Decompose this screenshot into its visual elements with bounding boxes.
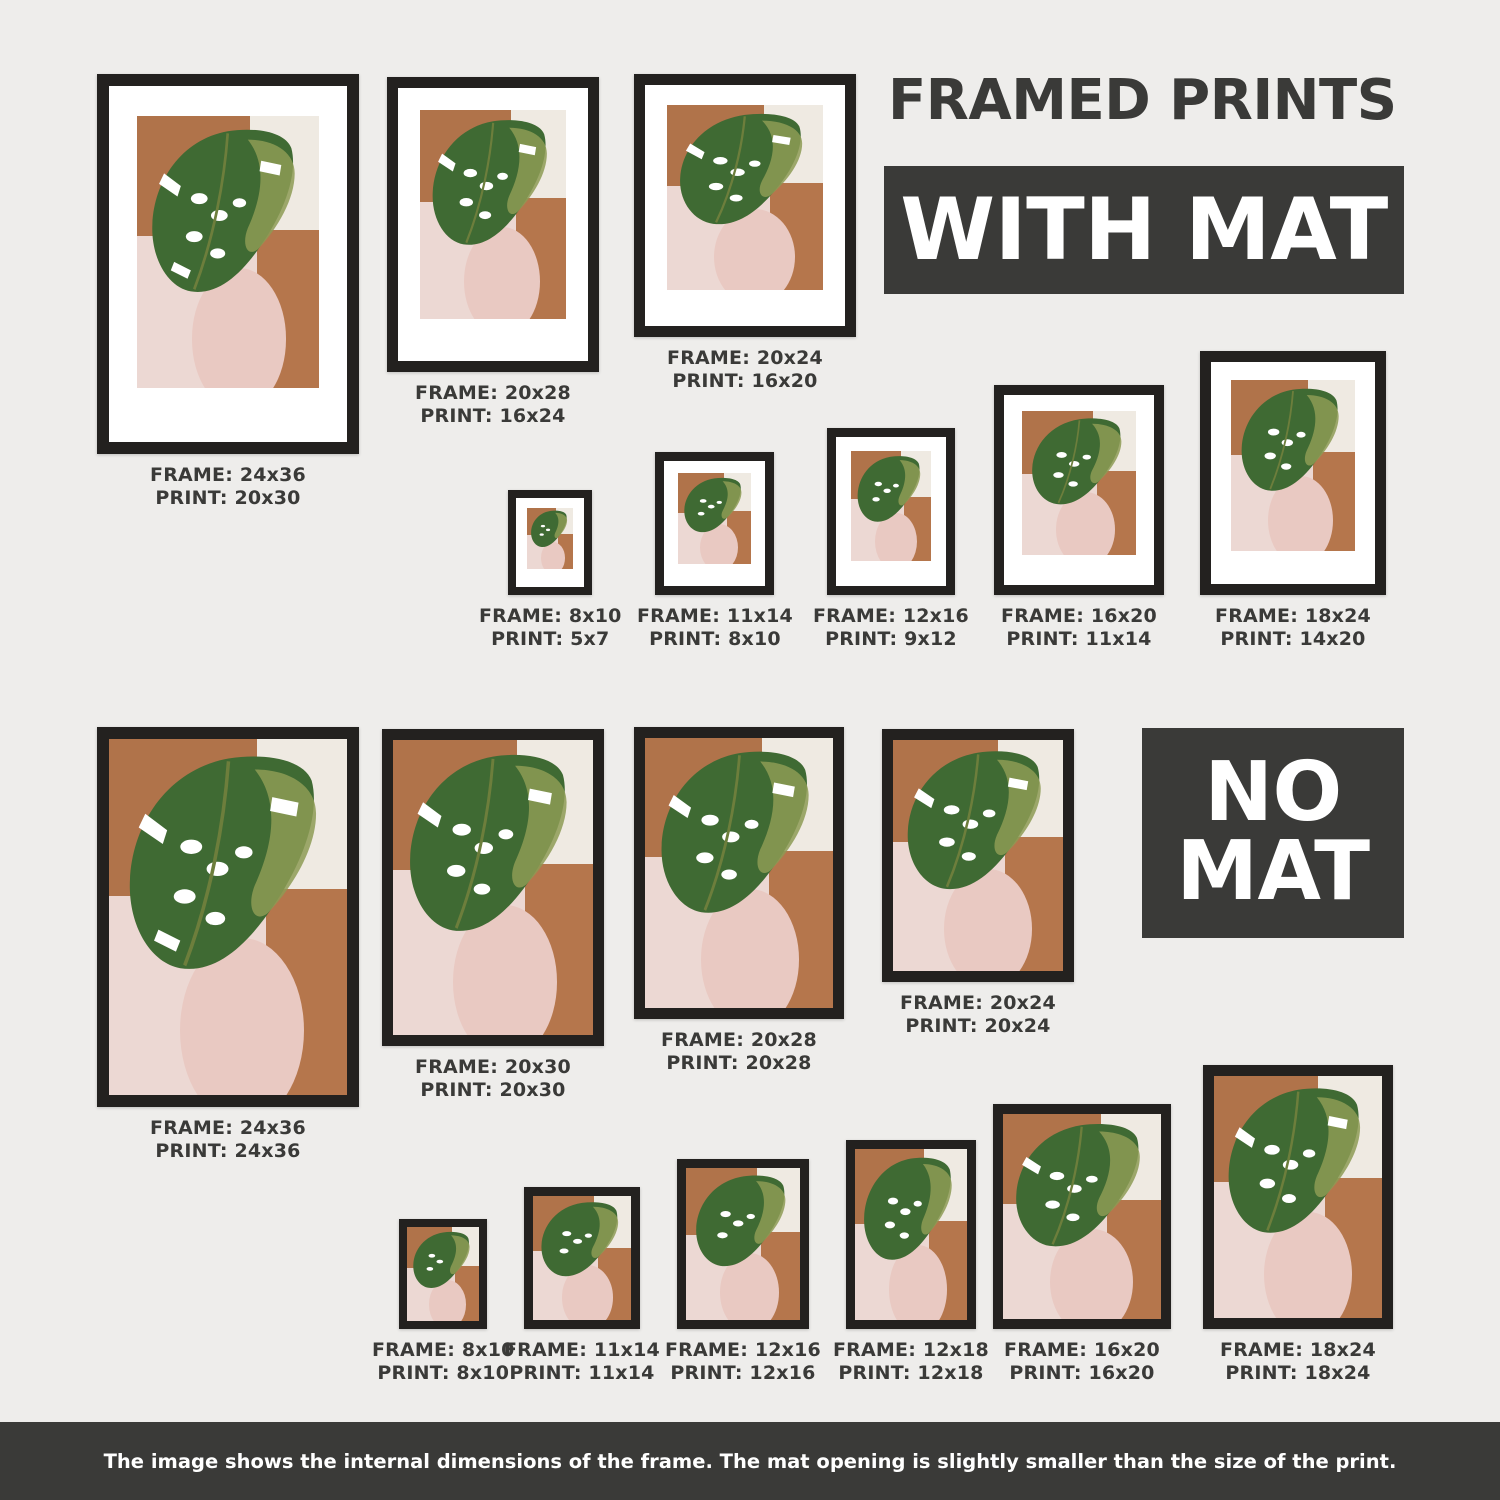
monstera-leaf-icon (653, 749, 826, 916)
footer-note: The image shows the internal dimensions of the frame. The mat opening is slightly smaller than the size of the print. (0, 1422, 1500, 1500)
frame-item-no-mat-2[interactable] (634, 727, 844, 1075)
frame-item-with-mat-5[interactable] (813, 428, 969, 651)
print-size-label: PRINT: 8x10 (377, 1362, 510, 1385)
heading-framed-prints: FRAMED PRINTS (888, 68, 1397, 133)
monstera-leaf-icon (1221, 1086, 1376, 1236)
frame-caption (833, 1339, 989, 1385)
print-size-label: PRINT: 9x12 (825, 628, 957, 651)
frame-item-with-mat-1[interactable] (387, 77, 599, 428)
print-size-label: PRINT: 18x24 (1225, 1362, 1371, 1385)
print-size-label: PRINT: 16x24 (420, 405, 566, 428)
print-size-label: PRINT: 20x28 (666, 1052, 812, 1075)
print-size-label: PRINT: 8x10 (649, 628, 781, 651)
artwork (137, 116, 319, 388)
print-size-label: PRINT: 16x20 (672, 370, 818, 393)
artwork (1231, 380, 1355, 551)
frame-caption (900, 992, 1056, 1038)
mat-board (836, 437, 946, 586)
frame-item-no-mat-7[interactable] (833, 1140, 989, 1385)
monstera-leaf-icon (144, 127, 311, 296)
frame-border (1200, 351, 1386, 595)
frame-size-label: FRAME: 12x16 (813, 605, 969, 627)
frame-caption (665, 1339, 821, 1385)
frame-size-label: FRAME: 20x30 (415, 1056, 571, 1078)
frame-item-with-mat-7[interactable] (1200, 351, 1386, 651)
frame-caption (415, 382, 571, 428)
artwork (1022, 411, 1136, 555)
frame-item-no-mat-3[interactable] (882, 729, 1074, 1038)
frame-caption (637, 605, 793, 651)
frame-caption (1215, 605, 1371, 651)
frame-caption (372, 1339, 515, 1385)
frame-border (399, 1219, 487, 1329)
print-size-label: PRINT: 14x20 (1220, 628, 1366, 651)
artwork (407, 1227, 479, 1321)
frame-caption (415, 1056, 571, 1102)
frame-border (524, 1187, 640, 1329)
monstera-leaf-icon (681, 477, 748, 533)
monstera-leaf-icon (537, 1201, 627, 1278)
mat-board (109, 86, 347, 442)
artwork (109, 739, 347, 1095)
frame-caption (667, 347, 823, 393)
artwork (686, 1168, 800, 1320)
frame-item-no-mat-4[interactable] (372, 1219, 515, 1385)
artwork (1214, 1076, 1382, 1318)
artwork (1003, 1114, 1161, 1319)
artwork (851, 451, 931, 561)
monstera-leaf-icon (1027, 417, 1132, 506)
frame-item-no-mat-0[interactable] (97, 727, 359, 1163)
monstera-leaf-icon (529, 510, 571, 548)
monstera-leaf-icon (854, 455, 928, 523)
mat-board (398, 88, 588, 361)
frame-caption (150, 1117, 306, 1163)
mat-board (664, 461, 765, 586)
frame-size-label: FRAME: 16x20 (1001, 605, 1157, 627)
frame-caption (150, 464, 306, 510)
print-size-label: PRINT: 12x18 (838, 1362, 984, 1385)
artwork (855, 1149, 967, 1320)
frame-item-no-mat-8[interactable] (993, 1104, 1171, 1385)
print-size-label: PRINT: 20x30 (420, 1079, 566, 1102)
monstera-leaf-icon (673, 112, 817, 227)
monstera-leaf-icon (859, 1156, 962, 1262)
frame-size-label: FRAME: 12x16 (665, 1339, 821, 1361)
frame-size-label: FRAME: 12x18 (833, 1339, 989, 1361)
print-size-label: PRINT: 24x36 (155, 1140, 301, 1163)
heading-no-mat-line1: NO (1204, 745, 1342, 841)
artwork (667, 105, 823, 290)
print-size-label: PRINT: 12x16 (670, 1362, 816, 1385)
frame-size-label: FRAME: 24x36 (150, 464, 306, 486)
artwork (893, 740, 1063, 971)
frame-caption (479, 605, 622, 651)
mat-board (1004, 395, 1154, 585)
artwork (527, 508, 573, 569)
artwork (533, 1196, 631, 1320)
frame-border (508, 490, 592, 595)
frame-border (634, 727, 844, 1019)
frame-caption (1220, 1339, 1376, 1385)
frame-border (387, 77, 599, 372)
heading-with-mat: WITH MAT (884, 166, 1404, 294)
artwork (678, 473, 751, 564)
heading-no-mat (1142, 728, 1404, 938)
monstera-leaf-icon (401, 752, 585, 935)
monstera-leaf-icon (119, 753, 338, 974)
frame-item-with-mat-4[interactable] (637, 452, 793, 651)
frame-size-label: FRAME: 20x24 (900, 992, 1056, 1014)
frame-size-label: FRAME: 11x14 (637, 605, 793, 627)
mat-board (516, 498, 584, 587)
frame-caption (1004, 1339, 1160, 1385)
frame-size-label: FRAME: 20x28 (415, 382, 571, 404)
heading-no-mat-line2: MAT (1176, 824, 1370, 919)
frame-caption (813, 605, 969, 651)
frame-item-with-mat-3[interactable] (479, 490, 622, 651)
frame-border (882, 729, 1074, 982)
frame-border (382, 729, 604, 1046)
monstera-leaf-icon (410, 1231, 476, 1289)
frame-size-label: FRAME: 18x24 (1215, 605, 1371, 627)
frame-border (846, 1140, 976, 1329)
frame-caption (661, 1029, 817, 1075)
frame-size-label: FRAME: 18x24 (1220, 1339, 1376, 1361)
frame-size-label: FRAME: 16x20 (1004, 1339, 1160, 1361)
frame-border (97, 727, 359, 1107)
frame-size-label: FRAME: 24x36 (150, 1117, 306, 1139)
print-size-label: PRINT: 20x30 (155, 487, 301, 510)
frame-item-no-mat-9[interactable] (1203, 1065, 1393, 1385)
artwork (393, 740, 593, 1035)
monstera-leaf-icon (900, 749, 1056, 892)
monstera-leaf-icon (426, 118, 560, 248)
frame-size-label: FRAME: 8x10 (479, 605, 622, 627)
frame-size-label: FRAME: 20x28 (661, 1029, 817, 1051)
frame-border (827, 428, 955, 595)
print-size-label: PRINT: 20x24 (905, 1015, 1051, 1038)
print-size-label: PRINT: 16x20 (1009, 1362, 1155, 1385)
print-size-label: PRINT: 11x14 (1006, 628, 1152, 651)
monstera-leaf-icon (1009, 1122, 1154, 1249)
frame-border (655, 452, 774, 595)
frame-border (993, 1104, 1171, 1329)
frame-caption (1001, 605, 1157, 651)
print-size-label: PRINT: 11x14 (509, 1362, 655, 1385)
monstera-leaf-icon (1236, 387, 1350, 493)
frame-border (634, 74, 856, 337)
frame-border (1203, 1065, 1393, 1329)
frame-border (97, 74, 359, 454)
artwork (420, 110, 566, 319)
frame-item-no-mat-5[interactable] (504, 1187, 660, 1385)
frame-border (677, 1159, 809, 1329)
frame-size-label: FRAME: 8x10 (372, 1339, 515, 1361)
frame-item-with-mat-6[interactable] (994, 385, 1164, 651)
monstera-leaf-icon (691, 1174, 796, 1268)
print-size-label: PRINT: 5x7 (491, 628, 610, 651)
frame-item-no-mat-6[interactable] (665, 1159, 821, 1385)
mat-board (1211, 362, 1375, 584)
frame-border (994, 385, 1164, 595)
frame-item-with-mat-0[interactable] (97, 74, 359, 510)
frame-caption (504, 1339, 660, 1385)
mat-board (645, 85, 845, 326)
frame-item-no-mat-1[interactable] (382, 729, 604, 1102)
frame-size-label: FRAME: 20x24 (667, 347, 823, 369)
frame-size-label: FRAME: 11x14 (504, 1339, 660, 1361)
frame-item-with-mat-2[interactable] (634, 74, 856, 393)
artwork (645, 738, 833, 1008)
